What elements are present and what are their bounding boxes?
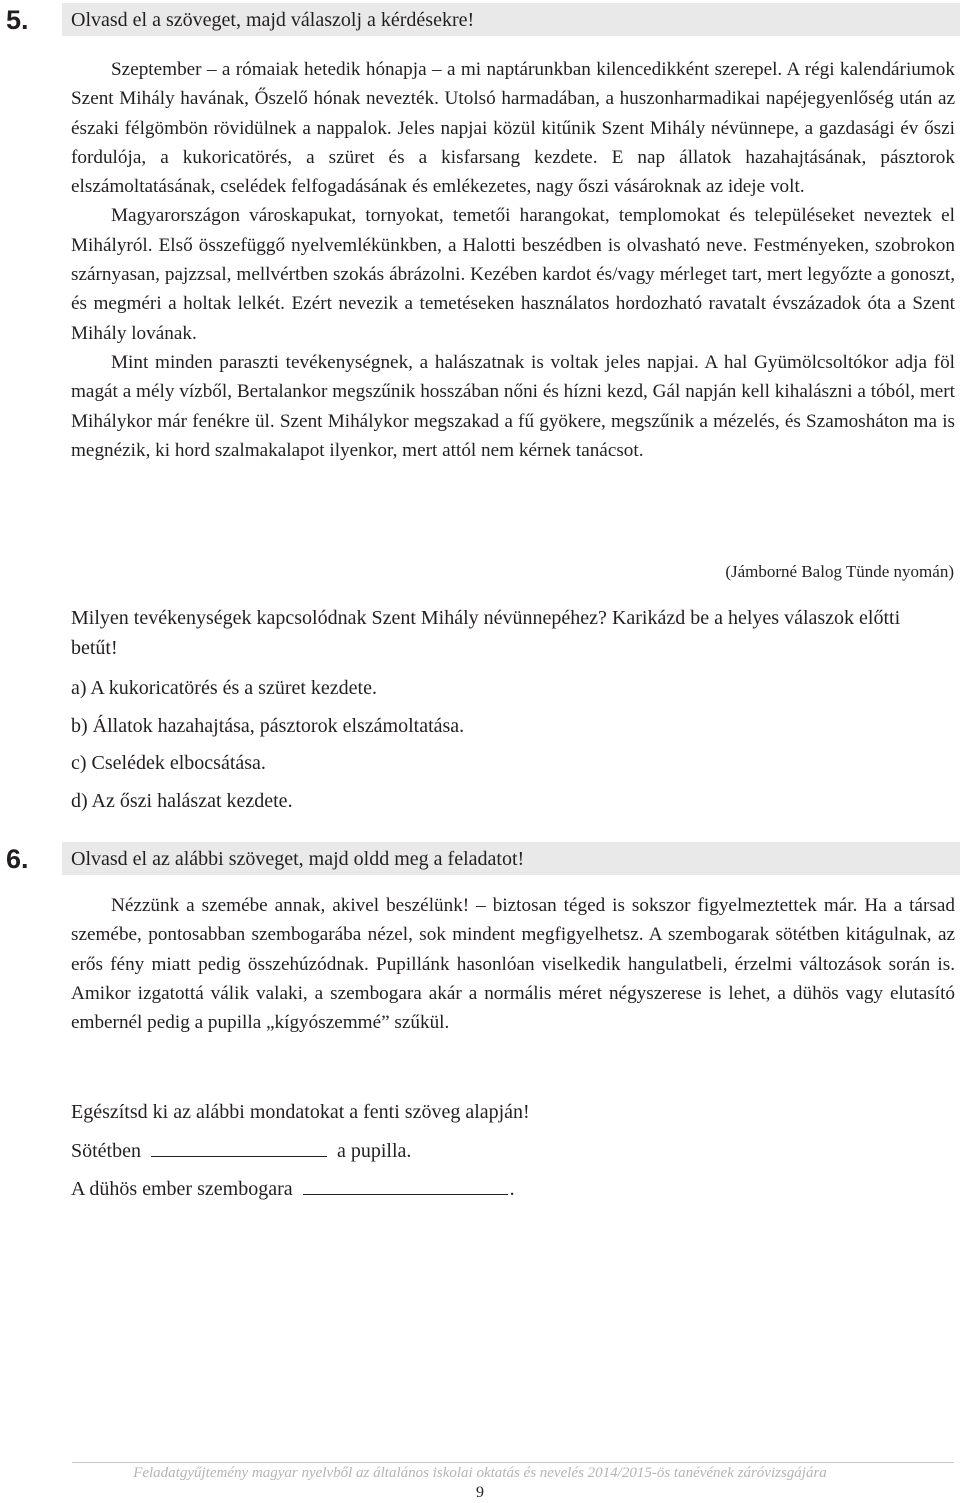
task-5-option-d[interactable]: d) Az őszi halászat kezdete.: [71, 790, 293, 812]
task-5-paragraph-2: Magyarországon városkapukat, tornyokat, temetői harangokat, templomokat és településeket neveztek el Mihályról. Első összefüggő nyelvemlékünkben, a Halotti beszédben is olvasható neve. Festményeken, szobrokon szárnyasan, pajzzsal, mellvértben szokás ábrázolni. Kezében kardot és/vagy mérleget tart, mert legyőzte a gonoszt, és megméri a holtak lelkét. Ezért nevezik a temetéseken használatos hordozható ravatalt évszázadok óta a Szent Mihály lovának.: [71, 205, 955, 344]
task-6-reading-text: [71, 891, 955, 1037]
sentence-2-end: .: [509, 1178, 515, 1200]
task-6-instruction: Olvasd el az alábbi szöveget, majd oldd meg a feladatot!: [71, 848, 525, 870]
sentence-1-end: a pupilla.: [337, 1140, 412, 1162]
sentence-1-start: Sötétben: [71, 1140, 141, 1162]
task-5-paragraph-3: Mint minden paraszti tevékenységnek, a halászatnak is voltak jeles napjai. A hal Gyümölcsoltókor adja föl magát a mély vízből, Bertalankor megszűnik hosszában nőni és hízni kezd, Gál napján kell kihalászni a tóból, mert Mihálykor már fenékre ül. Szent Mihálykor megszakad a fű gyökere, megszűnik a mézelés, és Szamosháton ma is megnézik, ki hord szalmakalapot ilyenkor, mert attól nem kérnek tanácsot.: [71, 351, 955, 461]
task-5-question: Milyen tevékenységek kapcsolódnak Szent Mihály névünnepéhez? Karikázd be a helyes válaszok előtti betűt!: [71, 607, 901, 659]
task-5-paragraph-1: Szeptember – a rómaiak hetedik hónapja – a mi naptárunkban kilencedikként szerepel. A régi kalendáriumok Szent Mihály havának, Őszelő hónak nevezték. Utolsó harmadában, a huszonharmadikai napéjegyenlőség után az északi félgömbön rövidülnek a nappalok. Jeles napjai közül kitűnik Szent Mihály névünnepe, a gazdasági év őszi fordulója, a kukoricatörés, a szüret és a kisfarsang kezdete. E nap állatok hazahajtásának, pásztorok elszámoltatásának, cselédek felfogadásának és emlékezetes, nagy őszi vásároknak az ideje volt.: [71, 59, 955, 198]
task-6-number: 6.: [6, 844, 29, 874]
task-6-header: [0, 839, 960, 879]
sentence-2-start: A dühös ember szembogara: [71, 1178, 293, 1200]
page-number: 9: [476, 1484, 484, 1501]
task-5-number: 5.: [6, 5, 29, 35]
task-6-paragraph: Nézzünk a szemébe annak, akivel beszélünk! – biztosan téged is sokszor figyelmeztettek már. Ha a társad szemébe, pontosabban szembogarába nézel, sok mindent megfigyelhetsz. A szembogarak sötétben kitágulnak, az erős fény miatt pedig összehúzódnak. Pupillánk hasonlóan viselkedik hangulatbeli, érzelmi változások során is. Amikor izgatottá válik valaki, a szembogara akár a normális méret négyszerese is lehet, a dühös vagy elutasító embernél pedig a pupilla „kígyószemmé” szűkül.: [71, 895, 955, 1034]
task-5-header: [0, 0, 960, 40]
task-5-instruction: Olvasd el a szöveget, majd válaszolj a kérdésekre!: [71, 9, 475, 31]
task-5-option-b[interactable]: b) Állatok hazahajtása, pásztorok elszámoltatása.: [71, 715, 465, 737]
task-6-sentence-2: [71, 1172, 515, 1204]
task-6-prompt: Egészítsd ki az alábbi mondatokat a fenti szöveg alapján!: [71, 1101, 530, 1123]
task-6-sentence-1: [71, 1134, 411, 1166]
task-5-option-c[interactable]: c) Cselédek elbocsátása.: [71, 752, 266, 774]
footer-text: Feladatgyűjtemény magyar nyelvből az általános iskolai oktatás és nevelés 2014/2015-ös tanévének záróvizsgájára: [133, 1465, 827, 1481]
task-5-source: (Jámborné Balog Tünde nyomán): [725, 562, 954, 581]
task-5-reading-text: [71, 55, 955, 465]
sentence-2-blank-field[interactable]: [303, 1172, 508, 1195]
sentence-1-blank-field[interactable]: [151, 1134, 327, 1157]
task-5-option-a[interactable]: a) A kukoricatörés és a szüret kezdete.: [71, 677, 377, 699]
